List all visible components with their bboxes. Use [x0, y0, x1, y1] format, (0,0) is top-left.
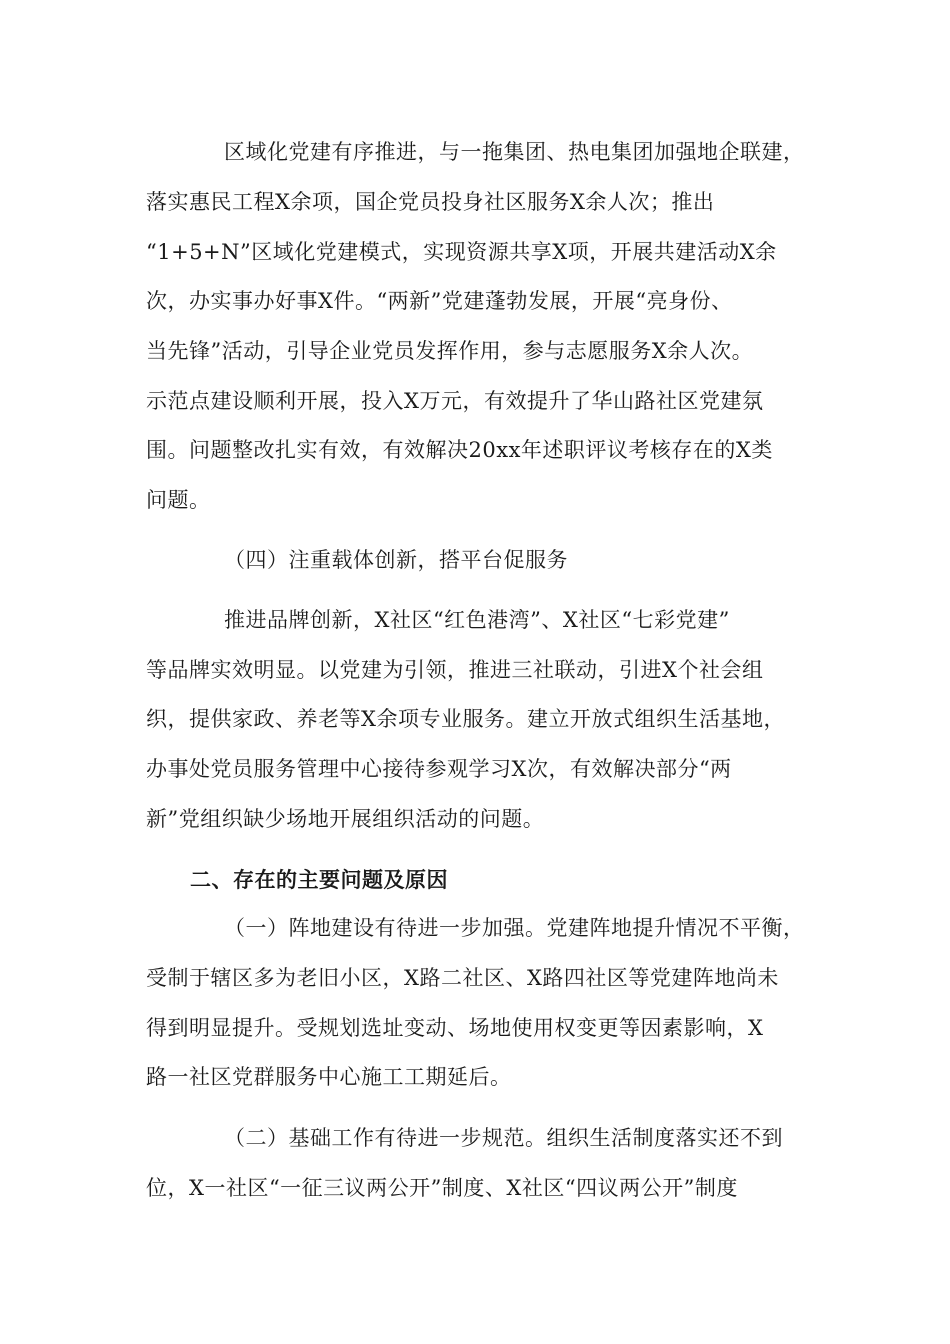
paragraph-4-line-3: 得到明显提升。受规划选址变动、场地使用权变更等因素影响，X — [146, 1016, 764, 1040]
paragraph-4-line-1: （一）阵地建设有待进一步加强。党建阵地提升情况不平衡， — [224, 916, 805, 940]
paragraph-4-line-4: 路一社区党群服务中心施工工期延后。 — [146, 1065, 512, 1089]
paragraph-3-line-2: 等品牌实效明显。以党建为引领，推进三社联动，引进X个社会组 — [146, 658, 764, 682]
subsection-heading-4: （四）注重载体创新，搭平台促服务 — [224, 548, 568, 572]
section-heading-2: 二、存在的主要问题及原因 — [190, 867, 448, 892]
paragraph-1-line-4: 次，办实事办好事X件。“两新”党建蓬勃发展，开展“亮身份、 — [146, 289, 733, 313]
paragraph-1-line-1: 区域化党建有序推进，与一拖集团、热电集团加强地企联建， — [224, 140, 805, 164]
paragraph-1-line-7: 围。问题整改扎实有效，有效解决20xx年述职评议考核存在的X类 — [146, 438, 773, 462]
paragraph-1-line-8: 问题。 — [146, 488, 211, 512]
paragraph-3-line-3: 织，提供家政、养老等X余项专业服务。建立开放式组织生活基地， — [146, 707, 785, 731]
paragraph-1-line-5: 当先锋”活动，引导企业党员发挥作用，参与志愿服务X余人次。 — [146, 339, 754, 363]
paragraph-1-line-2: 落实惠民工程X余项，国企党员投身社区服务X余人次；推出 — [146, 190, 715, 214]
paragraph-3-line-4: 办事处党员服务管理中心接待参观学习X次，有效解决部分“两 — [146, 757, 732, 781]
paragraph-5-line-2: 位，X一社区“一征三议两公开”制度、X社区“四议两公开”制度 — [146, 1176, 738, 1200]
paragraph-1-line-6: 示范点建设顺利开展，投入X万元，有效提升了华山路社区党建氛 — [146, 389, 764, 413]
paragraph-3-line-5: 新”党组织缺少场地开展组织活动的问题。 — [146, 807, 545, 831]
paragraph-1-line-3: “1+5+N”区域化党建模式，实现资源共享X项，开展共建活动X余 — [146, 240, 777, 264]
paragraph-3-line-1: 推进品牌创新，X社区“红色港湾”、X社区“七彩党建” — [224, 608, 730, 632]
paragraph-5-line-1: （二）基础工作有待进一步规范。组织生活制度落实还不到 — [224, 1126, 783, 1150]
paragraph-4-line-2: 受制于辖区多为老旧小区，X路二社区、X路四社区等党建阵地尚未 — [146, 966, 779, 990]
